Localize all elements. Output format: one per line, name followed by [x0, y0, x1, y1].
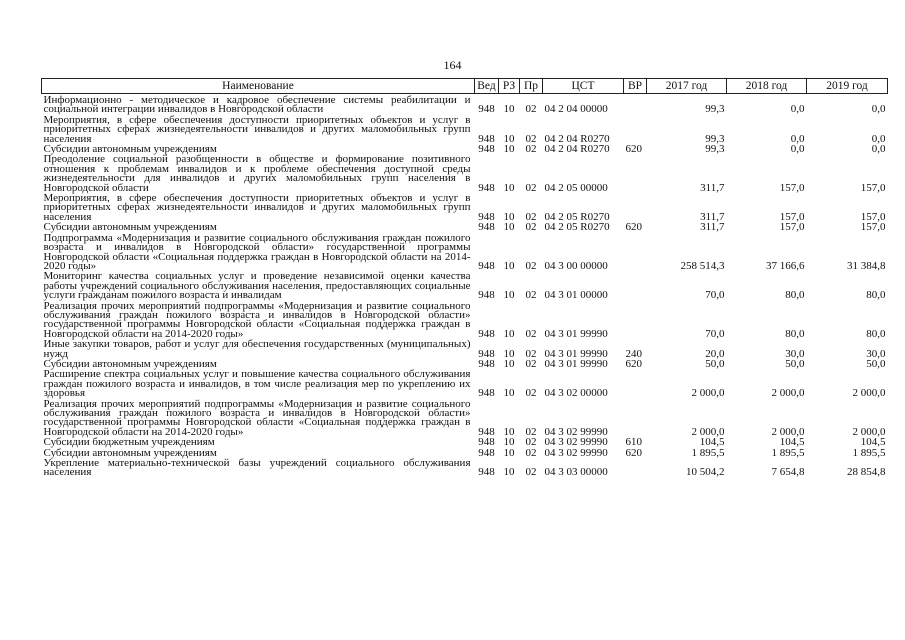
- cell-pr: 02: [525, 347, 537, 360]
- cell-2019: 104,5: [860, 436, 886, 449]
- cell-cst: 04 3 03 00000: [544, 466, 608, 479]
- cell-rz: 10: [503, 446, 515, 459]
- cell-2019: 31 384,8: [847, 259, 886, 272]
- column-header-ved: Вед: [475, 79, 499, 94]
- cell-pr: 02: [525, 259, 537, 272]
- cell-rz: 10: [503, 210, 515, 223]
- cell-name: Реализация прочих мероприятий подпрограммы «Модернизация и развитие социального обслуживания граждан пожилого возраста и инвалидов в Новгородской области» государственной программы Новгородской области «Социальная поддержка граждан в Новгородской области на 2014-2020 годы»: [43, 397, 471, 438]
- cell-name: Информационно - методическое и кадровое обеспечение системы реабилитации и социальной интеграции инвалидов в Новгородской области: [43, 94, 471, 116]
- cell-vr: [624, 400, 647, 439]
- cell-ved: 948: [478, 103, 495, 116]
- cell-rz: 10: [503, 221, 515, 234]
- column-header-2019: 2019 год: [807, 79, 888, 94]
- cell-rz: 10: [503, 181, 515, 194]
- cell-rz: 10: [503, 327, 515, 340]
- cell-cst: 04 3 02 00000: [544, 387, 608, 400]
- cell-rz: 10: [503, 289, 515, 302]
- cell-vr: 610: [625, 436, 642, 449]
- column-header-2018: 2018 год: [727, 79, 807, 94]
- cell-name: Иные закупки товаров, работ и услуг для обеспечения государственных (муниципальных) нужд: [43, 338, 471, 360]
- cell-rz: 10: [503, 347, 515, 360]
- cell-2018: 37 166,6: [766, 259, 805, 272]
- cell-cst: 04 2 05 R0270: [544, 210, 610, 223]
- cell-2017: 2 000,0: [691, 387, 725, 400]
- cell-ved: 948: [478, 181, 495, 194]
- column-header-pr: Пр: [520, 79, 543, 94]
- cell-rz: 10: [503, 387, 515, 400]
- table-body: [42, 94, 888, 479]
- cell-vr: [624, 234, 647, 273]
- table-row: [42, 370, 888, 399]
- cell-2019: 80,0: [866, 327, 886, 340]
- cell-ved: 948: [478, 289, 495, 302]
- cell-2018: 80,0: [785, 327, 805, 340]
- cell-rz: 10: [503, 103, 515, 116]
- table-row: [42, 302, 888, 341]
- cell-vr: [624, 155, 647, 194]
- cell-2019: 0,0: [871, 132, 886, 145]
- cell-ved: 948: [478, 446, 495, 459]
- cell-name: Расширение спектра социальных услуг и повышение качества социального обслуживания граждан пожилого возраста и инвалидов, в том числе реализация мер по укреплению их здоровья: [43, 368, 471, 400]
- cell-name: Мероприятия, в сфере обеспечения доступности приоритетных объектов и услуг в приоритетных сферах жизнедеятельности инвалидов и других маломобильных групп населения: [43, 113, 471, 145]
- cell-cst: 04 2 04 R0270: [544, 132, 610, 145]
- cell-2019: 30,0: [866, 347, 886, 360]
- cell-2018: 0,0: [790, 143, 805, 156]
- cell-2017: 1 895,5: [691, 446, 725, 459]
- cell-vr: [624, 459, 647, 479]
- cell-ved: 948: [478, 143, 495, 156]
- cell-pr: 02: [525, 221, 537, 234]
- cell-2018: 50,0: [785, 357, 805, 370]
- cell-2017: 99,3: [705, 132, 725, 145]
- cell-pr: 02: [525, 181, 537, 194]
- cell-name: Реализация прочих мероприятий подпрограммы «Модернизация и развитие социального обслуживания граждан пожилого возраста и инвалидов в Новгородской области» государственной программы Новгородской области «Социальная поддержка граждан в Новгородской области на 2014-2020 годы»: [43, 299, 471, 340]
- cell-cst: 04 3 01 99990: [544, 357, 608, 370]
- cell-2017: 10 504,2: [686, 466, 725, 479]
- cell-cst: 04 3 01 99990: [544, 347, 608, 360]
- column-header-vr: ВР: [624, 79, 647, 94]
- cell-2018: 2 000,0: [771, 425, 805, 438]
- cell-2018: 30,0: [785, 347, 805, 360]
- cell-vr: [624, 302, 647, 341]
- column-header-rz: РЗ: [499, 79, 520, 94]
- cell-2017: 70,0: [705, 327, 725, 340]
- cell-rz: 10: [503, 132, 515, 145]
- cell-2019: 0,0: [871, 103, 886, 116]
- cell-vr: [624, 116, 647, 145]
- cell-name: Подпрограмма «Модернизация и развитие социального обслуживания граждан пожилого возраста и инвалидов в Новгородской области» государственной программы Новгородской области «Социальная поддержка граждан в Новгородской области на 2014-2020 годы»: [43, 231, 471, 272]
- cell-ved: 948: [478, 221, 495, 234]
- cell-cst: 04 2 05 R0270: [544, 221, 610, 234]
- column-header-cst: ЦСТ: [543, 79, 624, 94]
- cell-2019: 50,0: [866, 357, 886, 370]
- cell-ved: 948: [478, 387, 495, 400]
- cell-2017: 2 000,0: [691, 425, 725, 438]
- table-row: [42, 272, 888, 301]
- cell-cst: 04 3 01 99990: [544, 327, 608, 340]
- cell-vr: 620: [625, 357, 642, 370]
- cell-2018: 0,0: [790, 103, 805, 116]
- budget-table: [41, 78, 888, 479]
- cell-pr: 02: [525, 436, 537, 449]
- cell-vr: 240: [625, 347, 642, 360]
- cell-vr: [624, 94, 647, 116]
- cell-2017: 104,5: [699, 436, 725, 449]
- cell-ved: 948: [478, 466, 495, 479]
- cell-2018: 80,0: [785, 289, 805, 302]
- cell-2018: 157,0: [779, 181, 805, 194]
- cell-name: Преодоление социальной разобщенности в обществе и формирование позитивного отношения к проблемам инвалидов и к проблеме обеспечения доступной среды жизнедеятельности для инвалидов и других маломобильных групп населения в Новгородской области: [43, 153, 471, 194]
- cell-2017: 258 514,3: [680, 259, 725, 272]
- cell-pr: 02: [525, 357, 537, 370]
- cell-ved: 948: [478, 259, 495, 272]
- column-header-name: Наименование: [42, 79, 475, 94]
- cell-2019: 80,0: [866, 289, 886, 302]
- cell-ved: 948: [478, 436, 495, 449]
- cell-rz: 10: [503, 143, 515, 156]
- cell-cst: 04 3 00 00000: [544, 259, 608, 272]
- cell-pr: 02: [525, 143, 537, 156]
- cell-vr: [624, 272, 647, 301]
- cell-name: Мониторинг качества социальных услуг и проведение независимой оценки качества работы учреждений социального обслуживания населения, предоставляющих социальные услуги гражданам пожилого возраста и инвалидам: [43, 270, 471, 302]
- cell-pr: 02: [525, 446, 537, 459]
- cell-cst: 04 2 05 00000: [544, 181, 608, 194]
- cell-2019: 28 854,8: [847, 466, 886, 479]
- cell-2019: 0,0: [871, 143, 886, 156]
- cell-vr: 620: [625, 221, 642, 234]
- table-row: [42, 155, 888, 194]
- cell-cst: 04 3 02 99990: [544, 436, 608, 449]
- table-row: [42, 340, 888, 360]
- cell-2017: 311,7: [700, 221, 725, 234]
- cell-ved: 948: [478, 425, 495, 438]
- cell-2017: 70,0: [705, 289, 725, 302]
- cell-pr: 02: [525, 103, 537, 116]
- cell-name: Укрепление материально-технической базы учреждений социального обслуживания населения: [43, 457, 471, 479]
- cell-2017: 20,0: [705, 347, 725, 360]
- cell-2018: 1 895,5: [771, 446, 805, 459]
- cell-rz: 10: [503, 466, 515, 479]
- cell-vr: 620: [625, 446, 642, 459]
- cell-cst: 04 3 01 00000: [544, 289, 608, 302]
- table-row: [42, 459, 888, 479]
- cell-pr: 02: [525, 132, 537, 145]
- cell-cst: 04 3 02 99990: [544, 425, 608, 438]
- cell-cst: 04 2 04 R0270: [544, 143, 610, 156]
- cell-ved: 948: [478, 132, 495, 145]
- cell-2019: 2 000,0: [852, 425, 886, 438]
- cell-2017: 311,7: [700, 181, 725, 194]
- table-row: [42, 94, 888, 116]
- cell-pr: 02: [525, 289, 537, 302]
- table-row: [42, 194, 888, 223]
- cell-2017: 99,3: [705, 143, 725, 156]
- cell-name: Субсидии автономным учреждениям: [43, 446, 217, 459]
- cell-name: Субсидии автономным учреждениям: [43, 357, 217, 370]
- column-header-2017: 2017 год: [647, 79, 727, 94]
- cell-cst: 04 2 04 00000: [544, 103, 608, 116]
- table-row: [42, 234, 888, 273]
- page-number: 164: [443, 58, 462, 72]
- cell-vr: 620: [625, 143, 642, 156]
- cell-name: Субсидии бюджетным учреждениям: [43, 436, 215, 449]
- cell-2018: 2 000,0: [771, 387, 805, 400]
- cell-2017: 311,7: [700, 210, 725, 223]
- cell-2018: 7 654,8: [771, 466, 805, 479]
- cell-vr: [624, 370, 647, 399]
- cell-2017: 50,0: [705, 357, 725, 370]
- cell-pr: 02: [525, 210, 537, 223]
- cell-ved: 948: [478, 347, 495, 360]
- table-row: [42, 400, 888, 439]
- cell-rz: 10: [503, 259, 515, 272]
- cell-2018: 157,0: [779, 221, 805, 234]
- cell-ved: 948: [478, 210, 495, 223]
- table-header: [42, 79, 888, 94]
- cell-name: Мероприятия, в сфере обеспечения доступности приоритетных объектов и услуг в приоритетных сферах жизнедеятельности инвалидов и других маломобильных групп населения: [43, 192, 471, 223]
- cell-2019: 1 895,5: [852, 446, 886, 459]
- cell-name: Субсидии автономным учреждениям: [43, 221, 217, 234]
- cell-rz: 10: [503, 357, 515, 370]
- cell-2019: 2 000,0: [852, 387, 886, 400]
- cell-2019: 157,0: [860, 221, 886, 234]
- cell-pr: 02: [525, 387, 537, 400]
- cell-vr: [624, 194, 647, 223]
- cell-name: Субсидии автономным учреждениям: [43, 143, 217, 156]
- cell-ved: 948: [478, 357, 495, 370]
- cell-rz: 10: [503, 425, 515, 438]
- cell-cst: 04 3 02 99990: [544, 446, 608, 459]
- cell-ved: 948: [478, 327, 495, 340]
- cell-rz: 10: [503, 436, 515, 449]
- cell-2018: 0,0: [790, 132, 805, 145]
- cell-2017: 99,3: [705, 103, 725, 116]
- cell-2018: 157,0: [779, 210, 805, 223]
- cell-2019: 157,0: [860, 210, 886, 223]
- cell-pr: 02: [525, 425, 537, 438]
- cell-2019: 157,0: [860, 181, 886, 194]
- table-row: [42, 116, 888, 145]
- cell-pr: 02: [525, 466, 537, 479]
- cell-pr: 02: [525, 327, 537, 340]
- cell-2018: 104,5: [779, 436, 805, 449]
